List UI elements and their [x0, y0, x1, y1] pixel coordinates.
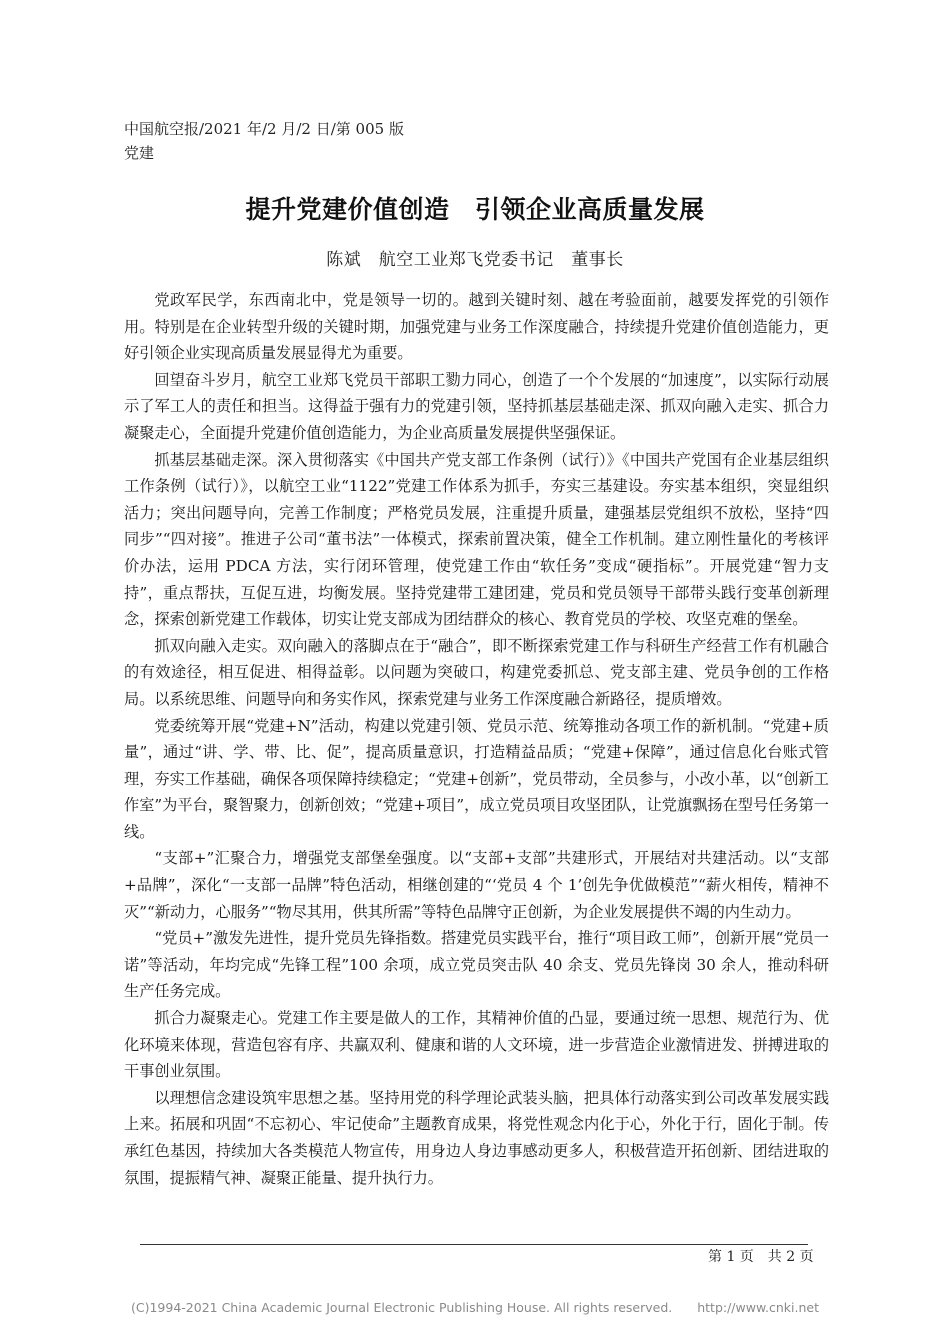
column-label: 党建 [124, 144, 155, 162]
paragraph: 抓合力凝聚走心。党建工作主要是做人的工作，其精神价值的凸显，要通过统一思想、规范行为、优化环境来体现，营造包容有序、共赢双利、健康和谐的人文环境，进一步营造企业激情进发、拼搏进取的干事创业氛围。 [124, 1009, 829, 1081]
paragraph: 党政军民学，东西南北中，党是领导一切的。越到关键时刻、越在考验面前，越要发挥党的引领作用。特别是在企业转型升级的关键时期，加强党建与业务工作深度融合，持续提升党建价值创造能力，更好引领企业实现高质量发展显得尤为重要。 [124, 291, 829, 363]
article-title: 提升党建价值创造 引领企业高质量发展 [245, 195, 705, 224]
footer-divider [140, 1244, 808, 1245]
copyright-footer: (C)1994-2021 China Academic Journal Electronic Publishing House. All rights reserved. http://www.cnki.net [130, 1300, 820, 1315]
paragraph: 抓基层基础走深。深入贯彻落实《中国共产党支部工作条例（试行）》《中国共产党国有企业基层组织工作条例（试行）》，以航空工业“1122”党建工作体系为抓手，夯实三基建设。夯实基本组织，突显组织活力；突出问题导向，完善工作制度；严格党员发展，注重提升质量，建强基层党组织不放松，坚持“四同步”“四对接”。推进子公司“董书法”一体模式，探索前置决策，健全工作机制。建立刚性量化的考核评价办法，运用 PDCA 方法，实行闭环管理，使党建工作由“软任务”变成“硬指标”。开展党建“智力支持”，重点帮扶，互促互进，均衡发展。坚持党建带工建团建，党员和党员领导干部带头践行变革创新理念，探索创新党建工作载体，切实让党支部成为团结群众的核心、教育党员的学校、攻坚克难的堡垒。 [124, 450, 829, 629]
paragraph: “支部+”汇聚合力，增强党支部堡垒强度。以“支部+支部”共建形式，开展结对共建活动。以“支部+品牌”，深化“一支部一品牌”特色活动，相继创建的“‘党员 4 个 1’创先争优做模范”“薪火相传，精神不灭”“新动力，心服务”“物尽其用，供其所需”等特色品牌守正创新，为企业发展提供不竭的内生动力。 [124, 849, 829, 921]
article-body [124, 287, 829, 1191]
paragraph: “党员+”激发先进性，提升党员先锋指数。搭建党员实践平台，推行“项目政工师”，创新开展“党员一诺”等活动，年均完成“先锋工程”100 余项，成立党员突击队 40 余支、党员先锋岗 30 余人，推动科研生产任务完成。 [124, 929, 829, 1001]
paragraph: 党委统筹开展“党建+N”活动，构建以党建引领、党员示范、统筹推动各项工作的新机制。“党建+质量”，通过“讲、学、带、比、促”，提高质量意识，打造精益品质；“党建+保障”，通过信息化台账式管理，夯实工作基础，确保各项保障持续稳定；“党建+创新”，党员带动，全员参与，小改小革，以“创新工作室”为平台，聚智聚力，创新创效；“党建+项目”，成立党员项目攻坚团队，让党旗飘扬在型号任务第一线。 [124, 716, 829, 841]
page-number: 第 1 页 共 2 页 [708, 1249, 814, 1265]
publication-meta [124, 117, 404, 165]
paragraph: 抓双向融入走实。双向融入的落脚点在于“融合”，即不断探索党建工作与科研生产经营工作有机融合的有效途径，相互促进、相得益彰。以问题为突破口，构建党委抓总、党支部主建、党员争创的工作格局。以系统思维、问题导向和务实作风，探索党建与业务工作深度融合新路径，提质增效。 [124, 636, 829, 708]
publication-source: 中国航空报/2021 年/2 月/2 日/第 005 版 [124, 120, 404, 138]
paragraph: 以理想信念建设筑牢思想之基。坚持用党的科学理论武装头脑，把具体行动落实到公司改革发展实践上来。拓展和巩固“不忘初心、牢记使命”主题教育成果，将党性观念内化于心，外化于行，固化于制。传承红色基因，持续加大各类模范人物宣传，用身边人身边事感动更多人，积极营造开拓创新、团结进取的氛围，提振精气神、凝聚正能量、提升执行力。 [124, 1088, 829, 1187]
paragraph: 回望奋斗岁月，航空工业郑飞党员干部职工勠力同心，创造了一个个发展的“加速度”，以实际行动展示了军工人的责任和担当。这得益于强有力的党建引领，坚持抓基层基础走深、抓双向融入走实、抓合力凝聚走心，全面提升党建价值创造能力，为企业高质量发展提供坚强保证。 [124, 370, 829, 442]
article-byline: 陈斌 航空工业郑飞党委书记 董事长 [326, 250, 624, 270]
